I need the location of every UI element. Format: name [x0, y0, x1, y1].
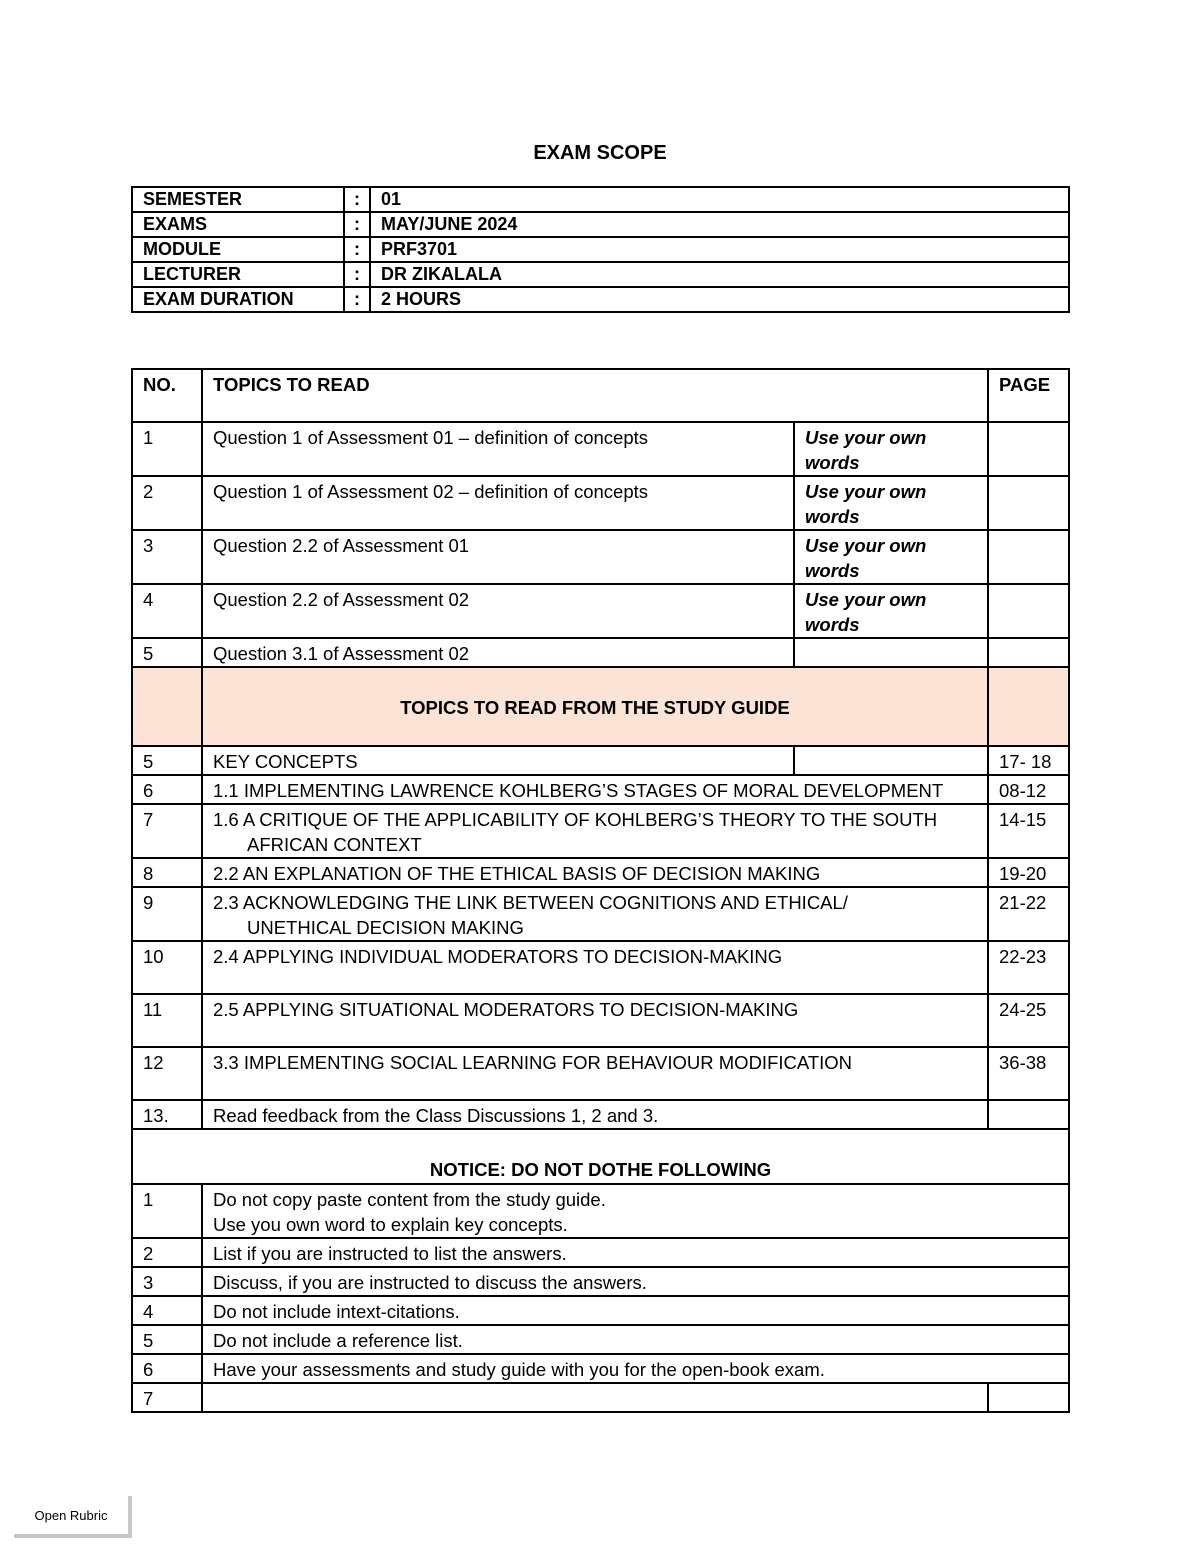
table-row: [132, 1100, 1069, 1129]
row-topic: [202, 887, 988, 941]
row-page: 22-23: [988, 941, 1069, 994]
topic-number: 3.3: [213, 1052, 239, 1073]
notice-text: Do not include a reference list.: [202, 1325, 1069, 1354]
notice-text: Have your assessments and study guide with you for the open-book exam.: [202, 1354, 1069, 1383]
notice-text: Discuss, if you are instructed to discuss the answers.: [202, 1267, 1069, 1296]
header-no: NO.: [132, 369, 202, 422]
notice-heading: NOTICE: DO NOT DOTHE FOLLOWING: [132, 1129, 1069, 1184]
info-label: MODULE: [132, 237, 344, 262]
row-no: 7: [132, 804, 202, 858]
row-topic: Question 2.2 of Assessment 01: [202, 530, 794, 584]
info-colon: :: [344, 262, 370, 287]
row-topic: Question 3.1 of Assessment 02: [202, 638, 794, 667]
info-value: MAY/JUNE 2024: [370, 212, 1069, 237]
info-value: 01: [370, 187, 1069, 212]
info-value: DR ZIKALALA: [370, 262, 1069, 287]
row-note: Use your own words: [794, 530, 988, 584]
row-no: 2: [132, 476, 202, 530]
topic-text: A CRITIQUE OF THE APPLICABILITY OF KOHLBERG’S THEORY TO THE SOUTH: [242, 809, 938, 830]
topic-number: 2.5: [213, 999, 239, 1020]
info-value: PRF3701: [370, 237, 1069, 262]
notice-text: Do not include intext-citations.: [202, 1296, 1069, 1325]
topic-text: ACKNOWLEDGING THE LINK BETWEEN COGNITIONS AND ETHICAL/: [242, 892, 848, 913]
notice-row: [132, 1238, 1069, 1267]
row-page: 17- 18: [988, 746, 1069, 775]
row-page: 24-25: [988, 994, 1069, 1047]
row-page: [988, 476, 1069, 530]
row-no: 1: [132, 422, 202, 476]
row-page: 19-20: [988, 858, 1069, 887]
notice-row: [132, 1383, 1069, 1412]
notice-no: 2: [132, 1238, 202, 1267]
row-no: 12: [132, 1047, 202, 1100]
row-no: 9: [132, 887, 202, 941]
row-topic: Question 1 of Assessment 01 – definition of concepts: [202, 422, 794, 476]
topic-number: 1.1: [213, 780, 239, 801]
info-row-semester: [132, 187, 1069, 212]
notice-line: Use you own word to explain key concepts.: [213, 1214, 568, 1235]
notice-no: 7: [132, 1383, 202, 1412]
row-page: 36-38: [988, 1047, 1069, 1100]
row-note: Use your own words: [794, 584, 988, 638]
table-row: [132, 584, 1069, 638]
row-topic: Question 1 of Assessment 02 – definition of concepts: [202, 476, 794, 530]
notice-no: 3: [132, 1267, 202, 1296]
notice-text: [202, 1184, 1069, 1238]
info-label: EXAMS: [132, 212, 344, 237]
topic-text-cont: UNETHICAL DECISION MAKING: [247, 917, 524, 938]
row-note: [794, 746, 988, 775]
topic-text: AN EXPLANATION OF THE ETHICAL BASIS OF DECISION MAKING: [242, 863, 821, 884]
notice-no: 6: [132, 1354, 202, 1383]
row-page: [988, 530, 1069, 584]
row-topic: Question 2.2 of Assessment 02: [202, 584, 794, 638]
notice-line: Do not copy paste content from the study guide.: [213, 1189, 606, 1210]
table-row: [132, 746, 1069, 775]
table-header-row: [132, 369, 1069, 422]
notice-no: 1: [132, 1184, 202, 1238]
notice-row: [132, 1267, 1069, 1296]
table-row: [132, 994, 1069, 1047]
header-topics: TOPICS TO READ: [202, 369, 988, 422]
exam-info-table: [131, 186, 1070, 313]
topic-number: 1.6: [213, 809, 239, 830]
row-topic: [202, 994, 988, 1047]
row-no: 4: [132, 584, 202, 638]
notice-text: List if you are instructed to list the answers.: [202, 1238, 1069, 1267]
row-no: 8: [132, 858, 202, 887]
info-row-module: [132, 237, 1069, 262]
notice-heading-row: [132, 1129, 1069, 1184]
notice-row: [132, 1354, 1069, 1383]
row-page: [988, 422, 1069, 476]
topic-number: 2.3: [213, 892, 239, 913]
row-page: [988, 1100, 1069, 1129]
info-value: 2 HOURS: [370, 287, 1069, 312]
topics-table: [131, 368, 1070, 1413]
notice-row: [132, 1325, 1069, 1354]
topic-text: IMPLEMENTING LAWRENCE KOHLBERG’S STAGES OF MORAL DEVELOPMENT: [243, 780, 944, 801]
table-row: [132, 1047, 1069, 1100]
row-topic: KEY CONCEPTS: [202, 746, 794, 775]
topic-number: 2.2: [213, 863, 239, 884]
table-row: [132, 941, 1069, 994]
info-label: LECTURER: [132, 262, 344, 287]
row-page: 14-15: [988, 804, 1069, 858]
table-row: [132, 476, 1069, 530]
table-row: [132, 638, 1069, 667]
topic-text: IMPLEMENTING SOCIAL LEARNING FOR BEHAVIOUR MODIFICATION: [243, 1052, 853, 1073]
row-topic: [202, 1047, 988, 1100]
row-page: [988, 638, 1069, 667]
row-no: 6: [132, 775, 202, 804]
row-topic: [202, 941, 988, 994]
info-colon: :: [344, 237, 370, 262]
table-row: [132, 887, 1069, 941]
row-no: 5: [132, 746, 202, 775]
notice-no: 5: [132, 1325, 202, 1354]
notice-row: [132, 1184, 1069, 1238]
notice-no: 4: [132, 1296, 202, 1325]
table-row: [132, 775, 1069, 804]
info-colon: :: [344, 187, 370, 212]
row-note: Use your own words: [794, 422, 988, 476]
info-label: EXAM DURATION: [132, 287, 344, 312]
row-note: [794, 638, 988, 667]
row-no: 3: [132, 530, 202, 584]
study-guide-heading: TOPICS TO READ FROM THE STUDY GUIDE: [202, 667, 988, 746]
row-topic: [202, 804, 988, 858]
topic-number: 2.4: [213, 946, 239, 967]
notice-text: [202, 1383, 988, 1412]
study-guide-section-row: [132, 667, 1069, 746]
row-no: 11: [132, 994, 202, 1047]
row-page: [988, 584, 1069, 638]
table-row: [132, 804, 1069, 858]
row-page: 21-22: [988, 887, 1069, 941]
row-no: 10: [132, 941, 202, 994]
section-blank: [988, 667, 1069, 746]
info-colon: :: [344, 212, 370, 237]
topic-text-cont: AFRICAN CONTEXT: [247, 834, 422, 855]
row-no: 5: [132, 638, 202, 667]
notice-row: [132, 1296, 1069, 1325]
row-note: Use your own words: [794, 476, 988, 530]
topic-text: APPLYING SITUATIONAL MODERATORS TO DECISION-MAKING: [242, 999, 799, 1020]
row-page: 08-12: [988, 775, 1069, 804]
notice-blank: [988, 1383, 1069, 1412]
table-row: [132, 530, 1069, 584]
row-topic: Read feedback from the Class Discussions 1, 2 and 3.: [202, 1100, 988, 1129]
row-topic: [202, 775, 988, 804]
info-row-exams: [132, 212, 1069, 237]
topic-text: APPLYING INDIVIDUAL MODERATORS TO DECISION-MAKING: [242, 946, 783, 967]
info-row-lecturer: [132, 262, 1069, 287]
info-label: SEMESTER: [132, 187, 344, 212]
row-no: 13.: [132, 1100, 202, 1129]
info-row-duration: [132, 287, 1069, 312]
table-row: [132, 858, 1069, 887]
open-rubric-button[interactable]: Open Rubric: [14, 1496, 132, 1538]
header-page: PAGE: [988, 369, 1069, 422]
page-title: EXAM SCOPE: [533, 142, 667, 164]
section-blank: [132, 667, 202, 746]
info-colon: :: [344, 287, 370, 312]
row-topic: [202, 858, 988, 887]
table-row: [132, 422, 1069, 476]
